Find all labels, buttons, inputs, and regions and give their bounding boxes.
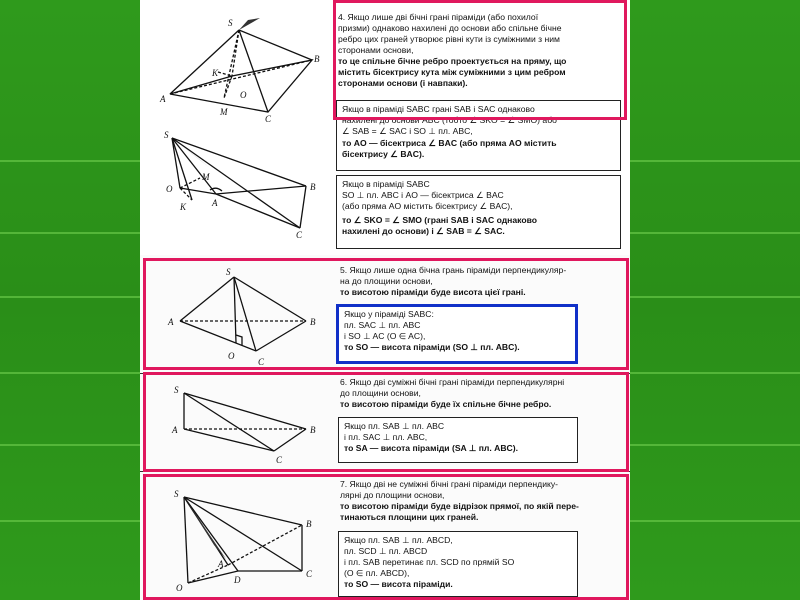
section4-box1-text: Якщо в піраміді SABC грані SAB і SAC однаково нахилені до основи ABC (тобто ∠ SKO = ∠ SMO) або ∠ SAB = ∠ SAC і SO ⊥ пл. ABC, [342, 104, 557, 136]
figure-pyramid-4a [140, 0, 330, 125]
fig6-label-S: S [174, 385, 179, 395]
fig7-label-A: A [218, 559, 224, 569]
fig1-label-C: C [265, 114, 272, 124]
section4-conclusion: то це спільне бічне ребро проектується на пряму, що містить бісектрису кута між суміжними з цим ребром сторонами основи (і навпаки). [338, 56, 567, 88]
highlight-frame-section7 [143, 474, 629, 600]
fig7-label-C: C [306, 569, 313, 579]
section7-statement: 7. Якщо дві не суміжні бічні грані піраміди перпендику- лярні до площини основи, [340, 479, 559, 500]
figure-pyramid-4b [140, 128, 330, 248]
fig1-label-K: K [212, 68, 219, 78]
section5-conclusion: то висотою піраміди буде висота цієї грані. [340, 287, 526, 297]
fig2-label-K: K [180, 202, 187, 212]
fig5-label-O: O [228, 351, 235, 361]
fig2-label-A: A [212, 198, 218, 208]
fig1-label-B: B [314, 54, 320, 64]
highlight-frame-section5-box [336, 304, 578, 364]
fig7-label-O: O [176, 583, 183, 593]
fig1-label-S: S [228, 18, 233, 28]
fig2-label-S: S [164, 130, 169, 140]
section7-box-text: Якщо пл. SAB ⊥ пл. ABCD, пл. SCD ⊥ пл. ABCD і пл. SAB перетинає пл. SCD по прямій SO (O ∈ пл. ABCD), [344, 535, 515, 578]
section5-box-text: Якщо у піраміді SABC: пл. SAC ⊥ пл. ABC і SO ⊥ AC (O ∈ AC), [344, 309, 434, 341]
fig5-label-B: B [310, 317, 316, 327]
fig2-label-O: O [166, 184, 173, 194]
fig6-label-C: C [276, 455, 283, 465]
section7-conclusion: то висотою піраміди буде відрізок прямої, по якій пере- тинаються площини цих граней. [340, 501, 579, 522]
fig6-label-B: B [310, 425, 316, 435]
section4-box2 [336, 175, 621, 249]
fig1-label-A: A [160, 94, 166, 104]
section6-box-text: Якщо пл. SAB ⊥ пл. ABC і пл. SAC ⊥ пл. ABC, [344, 421, 445, 442]
section5-statement: 5. Якщо лише одна бічна грань піраміди перпендикуляр- на до площини основи, [340, 265, 567, 286]
section7-box-conclusion: то SO — висота піраміди. [344, 579, 453, 589]
section4-box2-conclusion: то ∠ SKO = ∠ SMO (грані SAB і SAC однаково нахилені до основи) і ∠ SAB = ∠ SAC. [342, 215, 537, 236]
highlight-frame-section4 [333, 0, 627, 120]
fig5-label-A: A [168, 317, 174, 327]
section4-statement: 4. Якщо лише дві бічні грані піраміди (або похилої призми) однаково нахилені до основи або спільне бічне ребро цих граней утворює рівні кути із суміжними з ним сторонами основи, [338, 12, 562, 55]
fig7-label-D: D [234, 575, 241, 585]
section4-box1-conclusion: то AO — бісектриса ∠ BAC (або пряма AO містить бісектрису ∠ BAC). [342, 138, 557, 159]
fig2-label-B: B [310, 182, 316, 192]
fig5-label-S: S [226, 267, 231, 277]
fig1-label-O: O [240, 90, 247, 100]
fig5-label-C: C [258, 357, 265, 367]
fig2-label-M: M [202, 172, 210, 182]
fig2-label-C: C [296, 230, 303, 240]
fig7-label-B: B [306, 519, 312, 529]
fig6-label-A: A [172, 425, 178, 435]
section6-statement: 6. Якщо дві суміжні бічні грані піраміди перпендикулярні до площини основи, [340, 377, 565, 398]
section6-conclusion: то висотою піраміди буде їх спільне бічне ребро. [340, 399, 552, 409]
fig7-label-S: S [174, 489, 179, 499]
highlight-frame-section6 [143, 372, 629, 472]
fig1-label-M: M [220, 107, 228, 117]
section5-box-conclusion: то SO — висота піраміди (SO ⊥ пл. ABC). [344, 342, 520, 352]
section4-box2-text: Якщо в піраміді SABC SO ⊥ пл. ABC і AO — бісектриса ∠ BAC (або пряма AO містить бісектрису ∠ BAC), [342, 179, 513, 211]
section6-box-conclusion: то SA — висота піраміди (SA ⊥ пл. ABC). [344, 443, 518, 453]
